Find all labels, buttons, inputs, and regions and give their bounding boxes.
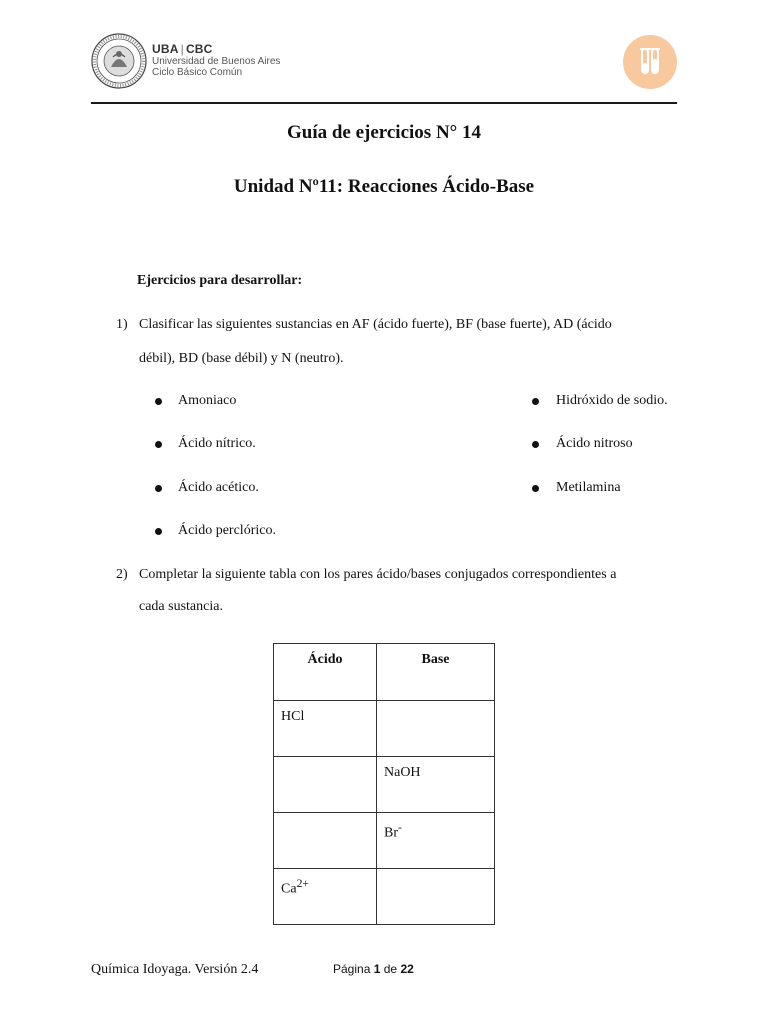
bullet-dot (155, 528, 162, 535)
brand-cbc: CBC (185, 42, 213, 56)
bullet-dot (532, 441, 539, 448)
header-divider (91, 102, 677, 104)
table-row (274, 869, 495, 925)
list-item: Hidróxido de sodio. (556, 393, 668, 408)
base-cell[interactable] (377, 869, 495, 925)
chemistry-badge (623, 35, 677, 89)
acid-base-table (273, 643, 495, 925)
brand-cycle: Ciclo Básico Común (152, 67, 243, 78)
question-2-line-1: Completar la siguiente tabla con los pares ácido/bases conjugados correspondientes a (139, 567, 617, 582)
page-current: 1 (373, 962, 381, 976)
list-item: Ácido nitroso (556, 436, 633, 451)
column-header-base: Base (377, 644, 495, 701)
test-tubes-icon (623, 35, 677, 89)
question-1-line-1: Clasificar las siguientes sustancias en AF (ácido fuerte), BF (base fuerte), AD (ácido (139, 317, 612, 332)
question-1-line-2: débil), BD (base débil) y N (neutro). (139, 351, 344, 366)
footer-author: Química Idoyaga. Versión 2.4 (91, 962, 259, 977)
base-cell[interactable] (377, 757, 495, 813)
page-label: Página (333, 962, 371, 976)
table-header-row (274, 644, 495, 701)
bullet-dot (532, 485, 539, 492)
university-seal-icon (91, 33, 147, 89)
list-item: Amoniaco (178, 393, 237, 408)
brand-university: Universidad de Buenos Aires (152, 56, 281, 67)
page-title: Guía de ejercicios N° 14 (286, 122, 482, 143)
list-item: Ácido nítrico. (178, 436, 256, 451)
page-header (91, 30, 677, 104)
list-item: Ácido acético. (178, 480, 259, 495)
brand-uba: UBA (152, 42, 179, 56)
bullet-dot (155, 398, 162, 405)
uba-cbc-logo (152, 43, 280, 78)
list-item: Ácido perclórico. (178, 523, 276, 538)
acid-value: Ca (281, 881, 297, 897)
list-item: Metilamina (556, 480, 621, 495)
base-value: NaOH (384, 765, 421, 780)
base-cell[interactable] (377, 813, 495, 869)
acid-charge: 2+ (296, 877, 309, 890)
table-row (274, 757, 495, 813)
acid-cell[interactable] (274, 869, 377, 925)
question-2-line-2: cada sustancia. (139, 599, 223, 614)
question-2-number: 2) (116, 567, 128, 582)
question-1-number: 1) (116, 317, 128, 332)
acid-cell[interactable] (274, 701, 377, 757)
acid-cell[interactable] (274, 757, 377, 813)
acid-value: HCl (281, 709, 305, 724)
footer-page-number (333, 962, 414, 976)
bullet-dot (532, 398, 539, 405)
base-value: Br (384, 825, 398, 841)
table-row (274, 813, 495, 869)
bullet-dot (155, 485, 162, 492)
page-subtitle: Unidad Nº11: Reacciones Ácido-Base (233, 176, 535, 197)
column-header-acid: Ácido (274, 644, 377, 701)
section-heading: Ejercicios para desarrollar: (137, 273, 303, 288)
page-total: 22 (400, 962, 414, 976)
base-cell[interactable] (377, 701, 495, 757)
base-charge: - (398, 821, 402, 834)
bullet-dot (155, 441, 162, 448)
table-row (274, 701, 495, 757)
brand-separator: | (180, 42, 184, 56)
page-of: de (383, 962, 398, 976)
acid-cell[interactable] (274, 813, 377, 869)
